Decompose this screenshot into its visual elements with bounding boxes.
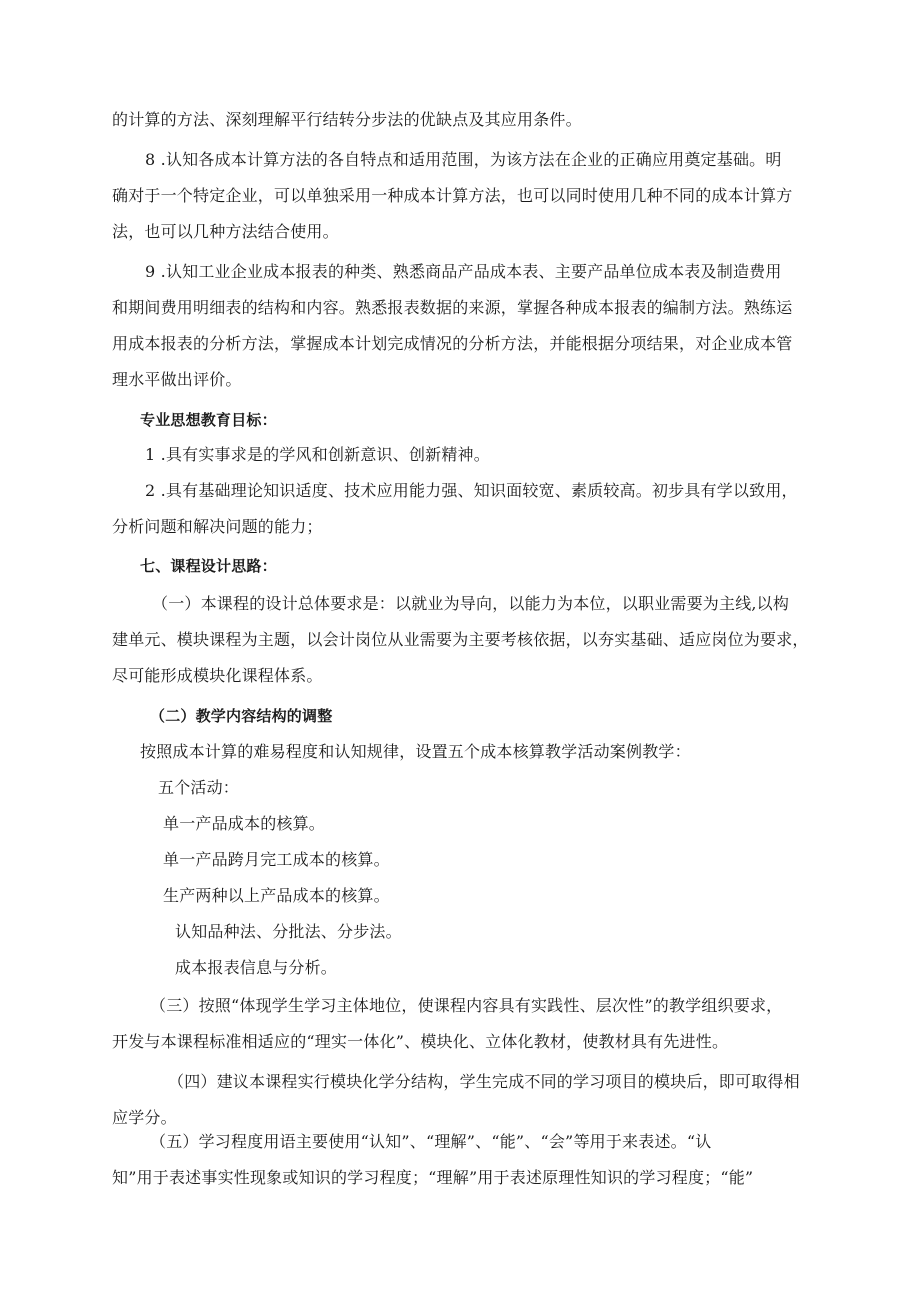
text-line-14: （一）本课程的设计总体要求是：以就业为导向，以能力为本位，以职业需要为主线,以构 — [152, 594, 790, 613]
text-line-5: 9 .认知工业企业成本报表的种类、熟悉商品产品成本表、主要产品单位成本表及制造费用 — [145, 262, 782, 281]
activity-item-5: 成本报表信息与分析。 — [175, 958, 338, 977]
text-line-10: 1 .具有实事求是的学风和创新意识、创新精神。 — [145, 445, 490, 464]
text-line-25: （三）按照“体现学生学习主体地位，使课程内容具有实践性、层次性”的教学组织要求， — [150, 996, 783, 1015]
activity-item-2: 单一产品跨月完工成本的核算。 — [163, 850, 390, 869]
text-line-3: 确对于一个特定企业，可以单独采用一种成本计算方法，也可以同时使用几种不同的成本计算方 — [112, 186, 793, 205]
text-line-29: （五）学习程度用语主要使用“认知”、“理解”、“能”、“会”等用于来表述。“认 — [150, 1132, 712, 1151]
text-line-26: 开发与本课程标准相适应的“理实一体化”、模块化、立体化教材，使教材具有先进性。 — [112, 1032, 729, 1051]
text-line-4: 法，也可以几种方法结合使用。 — [112, 222, 339, 241]
text-line-15: 建单元、模块课程为主题，以会计岗位从业需要为主要考核依据，以夯实基础、适应岗位为要求， — [112, 630, 809, 649]
activity-item-3: 生产两种以上产品成本的核算。 — [163, 886, 390, 905]
text-line-12: 分析问题和解决问题的能力； — [112, 517, 323, 536]
text-line-18: 按照成本计算的难易程度和认知规律，设置五个成本核算教学活动案例教学： — [140, 742, 691, 761]
text-line-16: 尽可能形成模块化课程体系。 — [112, 666, 323, 685]
text-line-19: 五个活动： — [158, 778, 240, 797]
text-line-1: 的计算的方法、深刻理解平行结转分步法的优缺点及其应用条件。 — [112, 110, 582, 129]
subsection-heading-content-structure: （二）教学内容结构的调整 — [150, 707, 333, 725]
text-line-11: 2 .具有基础理论知识适度、技术应用能力强、知识面较宽、素质较高。初步具有学以致用， — [145, 481, 798, 500]
text-line-8: 理水平做出评价。 — [112, 370, 242, 389]
text-line-2: 8 .认知各成本计算方法的各自特点和适用范围，为该方法在企业的正确应用奠定基础。明 — [145, 150, 782, 169]
activity-item-4: 认知品种法、分批法、分步法。 — [175, 922, 402, 941]
text-line-27: （四）建议本课程实行模块化学分结构，学生完成不同的学习项目的模块后，即可取得相 — [168, 1072, 800, 1091]
text-line-28: 应学分。 — [112, 1108, 177, 1127]
section-heading-professional-goals: 专业思想教育目标： — [140, 411, 277, 429]
section-heading-course-design: 七、课程设计思路： — [140, 557, 277, 575]
text-line-30: 知”用于表述事实性现象或知识的学习程度；“理解”用于表述原理性知识的学习程度；“能” — [112, 1168, 754, 1187]
text-line-7: 用成本报表的分析方法，掌握成本计划完成情况的分析方法，并能根据分项结果，对企业成本管 — [112, 334, 793, 353]
activity-item-1: 单一产品成本的核算。 — [163, 814, 326, 833]
text-line-6: 和期间费用明细表的结构和内容。熟悉报表数据的来源，掌握各种成本报表的编制方法。熟练运 — [112, 298, 793, 317]
